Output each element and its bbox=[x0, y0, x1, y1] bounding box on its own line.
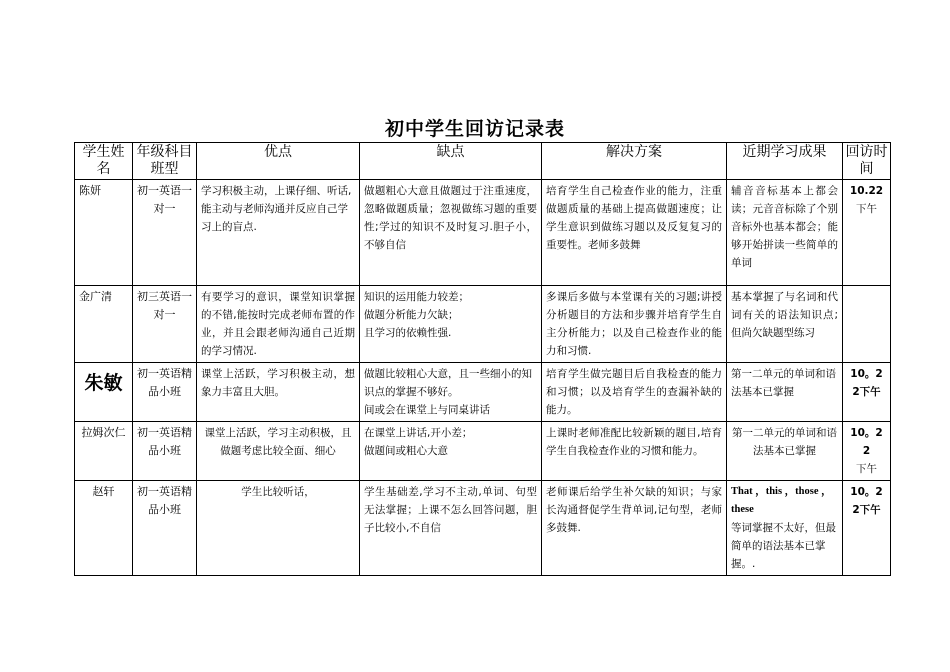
results-cell bbox=[727, 481, 843, 576]
pros-cell: 有要学习的意识，课堂知识掌握的不错,能按时完成老师布置的作业，并且会跟老师沟通自己近期的学习情况. bbox=[197, 286, 360, 363]
visit-date: 10。2 bbox=[850, 368, 883, 380]
visit-period: 下午 bbox=[856, 203, 877, 215]
header-results: 近期学习成果 bbox=[727, 143, 843, 180]
visit-date: 10.22 bbox=[849, 185, 884, 197]
class-type: 初三英语一对一 bbox=[133, 286, 197, 363]
visit-period: 2下午 bbox=[852, 386, 881, 398]
cons-cell: 在课堂上讲话,开小差； 做题间或粗心大意 bbox=[360, 422, 542, 481]
results-cell: 第一二单元的单词和语法基本已掌握 bbox=[727, 363, 843, 422]
solution-cell: 上课时老师准配比较新颖的题目,培育学生自我检查作业的习惯和能力。 bbox=[542, 422, 727, 481]
header-solution: 解决方案 bbox=[542, 143, 727, 180]
class-type: 初一英语精品小班 bbox=[133, 363, 197, 422]
results-text: 等词掌握不太好，但最简单的语法基本已掌握。. bbox=[731, 522, 836, 570]
student-name: 金广清 bbox=[75, 286, 133, 363]
table-row bbox=[75, 363, 891, 422]
student-name: 赵轩 bbox=[75, 481, 133, 576]
visit-time-cell bbox=[843, 286, 891, 363]
solution-cell: 培育学生做完题目后自我检查的能力和习惯；以及培育学生的查漏补缺的能力。 bbox=[542, 363, 727, 422]
header-class: 年级科目班型 bbox=[133, 143, 197, 180]
solution-cell: 多课后多做与本堂课有关的习题;讲授分析题目的方法和步骤并培育学生自主分析能力；以及自己检查作业的能力和习惯. bbox=[542, 286, 727, 363]
visit-period: 下午 bbox=[856, 463, 877, 475]
cons-cell: 知识的运用能力较差； 做题分析能力欠缺； 且学习的依赖性强. bbox=[360, 286, 542, 363]
visit-record-table bbox=[74, 142, 891, 576]
table-row bbox=[75, 422, 891, 481]
student-name: 拉姆次仁 bbox=[75, 422, 133, 481]
pros-cell: 学生比较听话， bbox=[197, 481, 360, 576]
results-cell: 辅音音标基本上都会读；元音音标除了个别音标外也基本都会；能够开始拼读一些简单的单词 bbox=[727, 180, 843, 286]
pros-cell: 课堂上活跃，学习积极主动，想象力丰富且大胆。 bbox=[197, 363, 360, 422]
results-words: That ，this ，those ，these bbox=[731, 486, 832, 515]
results-cell: 基本掌握了与名词和代词有关的语法知识点;但尚欠缺题型练习 bbox=[727, 286, 843, 363]
visit-period: 2下午 bbox=[852, 504, 881, 516]
table-row bbox=[75, 481, 891, 576]
header-name: 学生姓名 bbox=[75, 143, 133, 180]
header-visit-time: 回访时间 bbox=[843, 143, 891, 180]
page-title: 初中学生回访记录表 bbox=[384, 118, 565, 140]
pros-cell: 课堂上活跃，学习主动积极，且做题考虑比较全面、细心 bbox=[197, 422, 360, 481]
results-cell: 第一二单元的单词和语法基本已掌握 bbox=[727, 422, 843, 481]
visit-date-cont: 2 bbox=[862, 445, 871, 457]
class-type: 初一英语精品小班 bbox=[133, 422, 197, 481]
visit-date: 10。2 bbox=[850, 486, 883, 498]
visit-time-cell bbox=[843, 422, 891, 481]
cons-cell: 做题粗心大意且做题过于注重速度，忽略做题质量；忽视做练习题的重要性;学过的知识不及时复习.胆子小，不够自信 bbox=[360, 180, 542, 286]
visit-time-cell bbox=[843, 180, 891, 286]
header-cons: 缺点 bbox=[360, 143, 542, 180]
class-type: 初一英语一对一 bbox=[133, 180, 197, 286]
cons-cell: 做题比较粗心大意，且一些细小的知识点的掌握不够好。 间或会在课堂上与同桌讲话 bbox=[360, 363, 542, 422]
visit-time-cell bbox=[843, 481, 891, 576]
solution-cell: 培育学生自己检查作业的能力，注重做题质量的基础上提高做题速度；让学生意识到做练习题以及反复复习的重要性。老师多鼓舞 bbox=[542, 180, 727, 286]
header-pros: 优点 bbox=[197, 143, 360, 180]
visit-time-cell bbox=[843, 363, 891, 422]
student-name: 朱敏 bbox=[75, 363, 133, 422]
visit-date: 10。2 bbox=[850, 427, 883, 439]
table-row bbox=[75, 286, 891, 363]
table-row bbox=[75, 180, 891, 286]
table-header-row bbox=[75, 143, 891, 180]
solution-cell: 老师课后给学生补欠缺的知识；与家长沟通督促学生背单词,记句型，老师多鼓舞. bbox=[542, 481, 727, 576]
cons-cell: 学生基础差,学习不主动,单词、句型无法掌握；上课不怎么回答问题，胆子比较小,不自信 bbox=[360, 481, 542, 576]
class-type: 初一英语精品小班 bbox=[133, 481, 197, 576]
pros-cell: 学习积极主动，上课仔细、听话,能主动与老师沟通并反应自己学习上的盲点. bbox=[197, 180, 360, 286]
student-name: 陈妍 bbox=[75, 180, 133, 286]
